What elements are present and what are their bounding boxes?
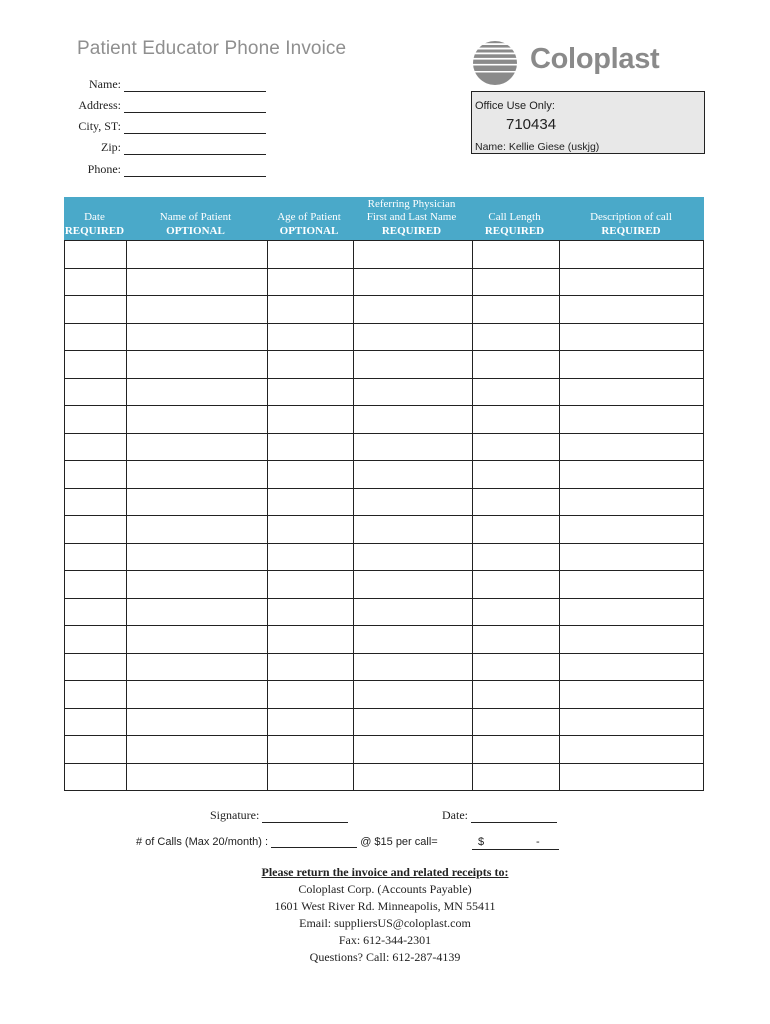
- cell-physician[interactable]: [353, 241, 472, 268]
- cell-physician[interactable]: [353, 599, 472, 626]
- cell-date[interactable]: [65, 599, 126, 626]
- cell-patient-age[interactable]: [267, 379, 353, 406]
- cell-description[interactable]: [559, 296, 703, 323]
- cell-description[interactable]: [559, 489, 703, 516]
- cell-physician[interactable]: [353, 709, 472, 736]
- city-state-line[interactable]: [124, 133, 266, 134]
- footer-questions: Questions? Call: 612-287-4139: [309, 950, 461, 964]
- cell-patient-name[interactable]: [126, 654, 267, 681]
- cell-date[interactable]: [65, 764, 126, 791]
- header-date: [64, 197, 125, 240]
- cell-physician[interactable]: [353, 406, 472, 433]
- cell-patient-name[interactable]: [126, 709, 267, 736]
- cell-date[interactable]: [65, 489, 126, 516]
- header-patient-name-title: Name of Patient: [159, 211, 232, 223]
- footer-email: Email: suppliersUS@coloplast.com: [299, 916, 471, 930]
- cell-patient-name[interactable]: [126, 324, 267, 351]
- table-row: [65, 488, 703, 516]
- cell-patient-name[interactable]: [126, 599, 267, 626]
- cell-date[interactable]: [65, 434, 126, 461]
- signature-label: Signature:: [210, 808, 260, 822]
- table-row: [65, 680, 703, 708]
- cell-patient-age[interactable]: [267, 709, 353, 736]
- table-row: [65, 350, 703, 378]
- table-row: [65, 433, 703, 461]
- cell-physician[interactable]: [353, 461, 472, 488]
- cell-patient-name[interactable]: [126, 379, 267, 406]
- cell-date[interactable]: [65, 516, 126, 543]
- cell-physician[interactable]: [353, 324, 472, 351]
- table-row: [65, 378, 703, 406]
- cell-date[interactable]: [65, 654, 126, 681]
- cell-description[interactable]: [559, 379, 703, 406]
- footer-heading: Please return the invoice and related receipts to:: [261, 865, 509, 879]
- city-state-label: City, ST:: [78, 119, 121, 133]
- cell-call-length[interactable]: [472, 489, 559, 516]
- table-row: [65, 515, 703, 543]
- header-patient-age-title: Age of Patient: [277, 211, 341, 223]
- header-patient-name: [125, 197, 266, 240]
- zip-line[interactable]: [124, 154, 266, 155]
- cell-physician[interactable]: [353, 681, 472, 708]
- office-use-label: Office Use Only:: [475, 100, 555, 112]
- cell-description[interactable]: [559, 571, 703, 598]
- table-row: [65, 653, 703, 681]
- table-row: [65, 405, 703, 433]
- cell-call-length[interactable]: [472, 379, 559, 406]
- cell-patient-age[interactable]: [267, 351, 353, 378]
- cell-patient-name[interactable]: [126, 296, 267, 323]
- cell-date[interactable]: [65, 461, 126, 488]
- office-contact-name: Name: Kellie Giese (uskjg): [475, 141, 600, 153]
- cell-description[interactable]: [559, 516, 703, 543]
- cell-physician[interactable]: [353, 736, 472, 763]
- table-row: [65, 598, 703, 626]
- cell-call-length[interactable]: [472, 324, 559, 351]
- cell-physician[interactable]: [353, 654, 472, 681]
- cell-patient-name[interactable]: [126, 516, 267, 543]
- table-row: [65, 268, 703, 296]
- cell-patient-name[interactable]: [126, 571, 267, 598]
- cell-patient-name[interactable]: [126, 241, 267, 268]
- cell-date[interactable]: [65, 241, 126, 268]
- cell-patient-name[interactable]: [126, 351, 267, 378]
- cell-patient-age[interactable]: [267, 764, 353, 791]
- header-physician: [352, 197, 471, 240]
- cell-description[interactable]: [559, 406, 703, 433]
- cell-patient-age[interactable]: [267, 269, 353, 296]
- table-row: [65, 570, 703, 598]
- office-number: 710434: [506, 116, 557, 133]
- cell-call-length[interactable]: [472, 434, 559, 461]
- cell-date[interactable]: [65, 406, 126, 433]
- cell-patient-age[interactable]: [267, 654, 353, 681]
- cell-description[interactable]: [559, 241, 703, 268]
- header-description: [558, 197, 704, 240]
- date-line[interactable]: [471, 811, 557, 823]
- cell-patient-age[interactable]: [267, 544, 353, 571]
- cell-call-length[interactable]: [472, 764, 559, 791]
- name-line[interactable]: [124, 91, 266, 92]
- cell-patient-age[interactable]: [267, 736, 353, 763]
- table-row: [65, 240, 703, 268]
- coloplast-logo: [470, 40, 690, 86]
- header-physician-title-2: First and Last Name: [366, 211, 457, 223]
- total-amount: [472, 836, 559, 850]
- cell-call-length[interactable]: [472, 296, 559, 323]
- calls-count-line[interactable]: [271, 837, 357, 848]
- table-row: [65, 708, 703, 736]
- cell-patient-age[interactable]: [267, 241, 353, 268]
- cell-patient-age[interactable]: [267, 489, 353, 516]
- table-row: [65, 735, 703, 763]
- table-row: [65, 625, 703, 653]
- cell-date[interactable]: [65, 681, 126, 708]
- cell-call-length[interactable]: [472, 516, 559, 543]
- cell-patient-age[interactable]: [267, 296, 353, 323]
- cell-patient-name[interactable]: [126, 626, 267, 653]
- cell-patient-age[interactable]: [267, 626, 353, 653]
- footer-fax: Fax: 612-344-2301: [338, 933, 432, 947]
- table-row: [65, 460, 703, 488]
- cell-physician[interactable]: [353, 351, 472, 378]
- cell-description[interactable]: [559, 654, 703, 681]
- cell-call-length[interactable]: [472, 709, 559, 736]
- cell-physician[interactable]: [353, 269, 472, 296]
- cell-date[interactable]: [65, 626, 126, 653]
- address-line[interactable]: [124, 112, 266, 113]
- header-physician-title-1: Referring Physician: [367, 197, 456, 210]
- cell-call-length[interactable]: [472, 269, 559, 296]
- cell-date[interactable]: [65, 296, 126, 323]
- cell-patient-name[interactable]: [126, 764, 267, 791]
- calls-calculation: [136, 836, 438, 848]
- calls-label: # of Calls (Max 20/month) :: [136, 836, 269, 848]
- return-instructions: [0, 864, 770, 966]
- cell-patient-age[interactable]: [267, 406, 353, 433]
- cell-patient-age[interactable]: [267, 516, 353, 543]
- cell-date[interactable]: [65, 324, 126, 351]
- signature-line[interactable]: [262, 811, 348, 823]
- date-field[interactable]: [442, 808, 557, 823]
- currency-symbol: $: [478, 836, 485, 848]
- cell-call-length[interactable]: [472, 406, 559, 433]
- header-date-title: Date: [84, 211, 105, 223]
- cell-description[interactable]: [559, 461, 703, 488]
- cell-patient-name[interactable]: [126, 406, 267, 433]
- cell-description[interactable]: [559, 269, 703, 296]
- cell-physician[interactable]: [353, 626, 472, 653]
- cell-description[interactable]: [559, 626, 703, 653]
- cell-patient-name[interactable]: [126, 461, 267, 488]
- cell-description[interactable]: [559, 681, 703, 708]
- cell-call-length[interactable]: [472, 681, 559, 708]
- cell-description[interactable]: [559, 736, 703, 763]
- header-call-length-sub: REQUIRED: [484, 224, 545, 237]
- cell-date[interactable]: [65, 351, 126, 378]
- rate-label: @ $15 per call=: [360, 836, 438, 848]
- cell-date[interactable]: [65, 571, 126, 598]
- cell-description[interactable]: [559, 324, 703, 351]
- cell-physician[interactable]: [353, 489, 472, 516]
- cell-description[interactable]: [559, 544, 703, 571]
- cell-physician[interactable]: [353, 516, 472, 543]
- header-physician-sub: REQUIRED: [381, 224, 442, 237]
- cell-patient-age[interactable]: [267, 324, 353, 351]
- cell-patient-name[interactable]: [126, 269, 267, 296]
- header-patient-age: [266, 197, 352, 240]
- cell-patient-name[interactable]: [126, 489, 267, 516]
- name-label: Name:: [89, 77, 121, 91]
- cell-date[interactable]: [65, 544, 126, 571]
- signature-field[interactable]: [210, 808, 348, 823]
- call-log-table: [64, 197, 704, 791]
- date-label: Date:: [442, 808, 468, 822]
- cell-patient-age[interactable]: [267, 599, 353, 626]
- phone-line[interactable]: [124, 176, 266, 177]
- cell-call-length[interactable]: [472, 736, 559, 763]
- cell-physician[interactable]: [353, 379, 472, 406]
- cell-description[interactable]: [559, 351, 703, 378]
- header-patient-age-sub: OPTIONAL: [279, 224, 339, 237]
- header-patient-name-sub: OPTIONAL: [166, 224, 225, 237]
- cell-physician[interactable]: [353, 571, 472, 598]
- table-row: [65, 543, 703, 571]
- cell-call-length[interactable]: [472, 351, 559, 378]
- cell-physician[interactable]: [353, 764, 472, 791]
- address-label: Address:: [78, 98, 121, 112]
- table-header: [64, 197, 704, 240]
- zip-label: Zip:: [101, 140, 121, 154]
- cell-physician[interactable]: [353, 296, 472, 323]
- cell-call-length[interactable]: [472, 626, 559, 653]
- cell-description[interactable]: [559, 599, 703, 626]
- cell-date[interactable]: [65, 736, 126, 763]
- office-use-box: [471, 91, 705, 154]
- cell-date[interactable]: [65, 269, 126, 296]
- cell-patient-age[interactable]: [267, 434, 353, 461]
- cell-date[interactable]: [65, 709, 126, 736]
- header-call-length-title: Call Length: [488, 211, 541, 223]
- coloplast-mark-icon: [470, 40, 520, 86]
- table-row: [65, 323, 703, 351]
- footer-company: Coloplast Corp. (Accounts Payable): [298, 882, 472, 896]
- table-row: [65, 763, 703, 791]
- cell-patient-age[interactable]: [267, 571, 353, 598]
- header-date-sub: REQUIRED: [64, 224, 125, 237]
- cell-patient-age[interactable]: [267, 681, 353, 708]
- cell-description[interactable]: [559, 764, 703, 791]
- cell-patient-name[interactable]: [126, 434, 267, 461]
- table-row: [65, 295, 703, 323]
- cell-date[interactable]: [65, 379, 126, 406]
- cell-patient-name[interactable]: [126, 736, 267, 763]
- cell-call-length[interactable]: [472, 571, 559, 598]
- phone-label: Phone:: [87, 162, 121, 176]
- cell-physician[interactable]: [353, 434, 472, 461]
- page-title: Patient Educator Phone Invoice: [77, 38, 347, 59]
- total-value: -: [536, 836, 540, 848]
- cell-call-length[interactable]: [472, 461, 559, 488]
- header-description-sub: REQUIRED: [601, 224, 661, 237]
- cell-description[interactable]: [559, 709, 703, 736]
- header-call-length: [471, 197, 558, 240]
- table-body: [64, 240, 704, 791]
- cell-patient-name[interactable]: [126, 544, 267, 571]
- footer-address: 1601 West River Rd. Minneapolis, MN 55411: [274, 899, 496, 913]
- cell-call-length[interactable]: [472, 599, 559, 626]
- cell-description[interactable]: [559, 434, 703, 461]
- cell-patient-name[interactable]: [126, 681, 267, 708]
- cell-physician[interactable]: [353, 544, 472, 571]
- cell-patient-age[interactable]: [267, 461, 353, 488]
- cell-call-length[interactable]: [472, 654, 559, 681]
- header-description-title: Description of call: [590, 211, 672, 223]
- cell-call-length[interactable]: [472, 544, 559, 571]
- cell-call-length[interactable]: [472, 241, 559, 268]
- logo-text: Coloplast: [530, 43, 660, 75]
